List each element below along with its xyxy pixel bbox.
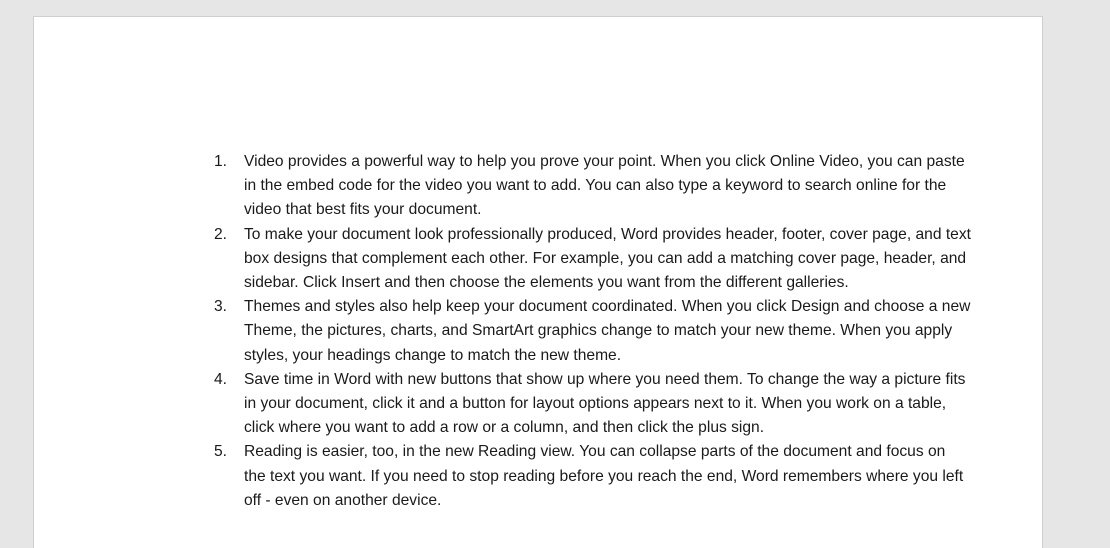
list-item-number: 2.: [214, 225, 228, 243]
list-item[interactable]: [211, 440, 971, 513]
list-item-number: 1.: [214, 153, 228, 170]
list-item-text[interactable]: Save time in Word with new buttons that show up where you need them. To change the way a picture fits in your document, click it and a button for layout options appears next to it. When you work on a table, click where you want to add a row or a column, and then click the plus sign.: [244, 370, 966, 437]
list-item-text[interactable]: Themes and styles also help keep your document coordinated. When you click Design and choose a new Theme, the pictures, charts, and SmartArt graphics change to match your new theme. When you apply styles, your headings change to match the new theme.: [244, 298, 971, 364]
list-item-number: 3.: [214, 298, 228, 316]
list-item-number: 4.: [214, 370, 228, 388]
list-item[interactable]: [211, 295, 971, 368]
list-item-text[interactable]: To make your document look professionally produced, Word provides header, footer, cover page, and text box designs that complement each other. For example, you can add a matching cover page, header, and sidebar. Click Insert and then choose the elements you want from the different galleries.: [244, 225, 971, 292]
list-item-number: 5.: [214, 443, 228, 461]
list-item-text[interactable]: Video provides a powerful way to help you prove your point. When you click Online Video, you can paste in the embed code for the video you want to add. You can also type a keyword to search online for the video that best fits your document.: [244, 153, 965, 219]
document-page[interactable]: [33, 16, 1043, 548]
numbered-list: [211, 150, 971, 513]
list-item-text[interactable]: Reading is easier, too, in the new Reading view. You can collapse parts of the document and focus on the text you want. If you need to stop reading before you reach the end, Word remembers where you left off - even on another device.: [244, 443, 964, 509]
list-item[interactable]: [211, 223, 971, 296]
list-item[interactable]: [211, 150, 971, 223]
list-item[interactable]: [211, 368, 971, 441]
